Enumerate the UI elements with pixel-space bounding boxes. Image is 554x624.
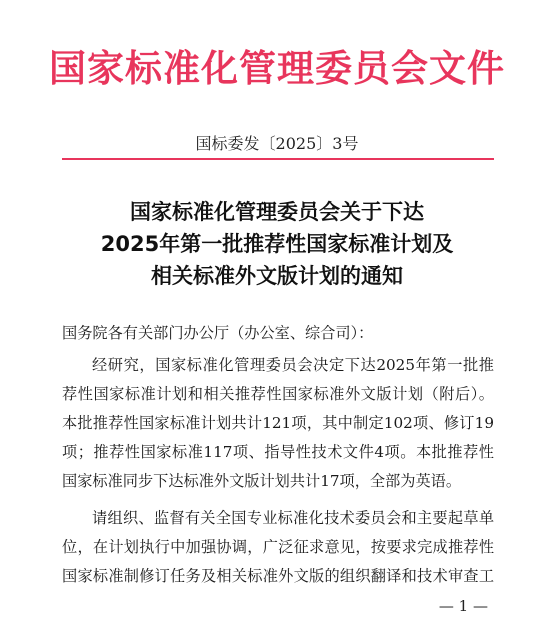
paragraph-line: 位，在计划执行中加强协调，广泛征求意见，按要求完成推荐性 bbox=[62, 538, 494, 556]
red-separator-line bbox=[62, 158, 494, 160]
title-line: 国家标准化管理委员会关于下达 bbox=[130, 200, 424, 224]
paragraph-line: 国家标准制修订任务及相关标准外文版的组织翻译和技术审查工 bbox=[62, 567, 494, 585]
notice-title bbox=[0, 196, 554, 292]
paragraph-line: 本批推荐性国家标准计划共计121项，其中制定102项、修订19 bbox=[62, 414, 494, 432]
paragraph-line: 项；推荐性国家标准117项、指导性技术文件4项。本批推荐性 bbox=[62, 443, 494, 461]
title-line: 2025年第一批推荐性国家标准计划及 bbox=[100, 232, 454, 256]
salutation: 国务院各有关部门办公厅（办公室、综合司）： bbox=[62, 324, 374, 342]
paragraph-2 bbox=[62, 504, 494, 591]
title-line: 相关标准外文版计划的通知 bbox=[151, 264, 403, 288]
paragraph-line: 请组织、监督有关全国专业标准化技术委员会和主要起草单 bbox=[92, 509, 494, 527]
paragraph-line: 国家标准同步下达标准外文版计划共计17项，全部为英语。 bbox=[62, 472, 462, 490]
document-number: 国标委发〔2025〕3号 bbox=[195, 134, 359, 153]
paragraph-line: 荐性国家标准计划和相关推荐性国家标准外文版计划（附后）。 bbox=[62, 385, 494, 403]
paragraph-line: 经研究，国家标准化管理委员会决定下达2025年第一批推 bbox=[92, 356, 494, 374]
paragraph-1 bbox=[62, 351, 494, 496]
page-number: — 1 — bbox=[438, 597, 488, 615]
issuing-org-header: 国家标准化管理委员会文件 bbox=[49, 46, 505, 90]
